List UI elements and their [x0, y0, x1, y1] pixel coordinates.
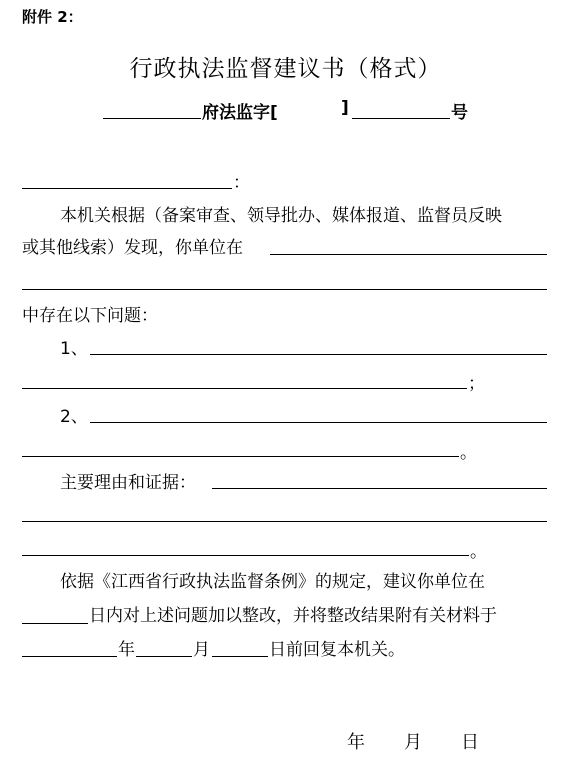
reply-year-blank [22, 656, 117, 657]
reasons-blank-1 [212, 488, 547, 489]
basis-line2: 日内对上述问题加以整改，并将整改结果附有关材料于 [89, 606, 497, 626]
addressee-blank [22, 188, 232, 189]
sign-day: 日 [461, 732, 479, 753]
item2-blank-1 [90, 422, 547, 423]
item1-blank-2 [22, 388, 467, 389]
reply-year-label: 年 [118, 640, 135, 660]
attachment-label: 附件 2： [22, 8, 83, 26]
doc-number-org: 府法监字[ [202, 103, 278, 123]
doc-number-bracket-close: ] [341, 98, 349, 118]
item1-end: ； [468, 374, 485, 394]
reply-day-suffix: 日前回复本机关。 [269, 640, 405, 660]
sign-year: 年 [347, 732, 365, 753]
problems-heading: 中存在以下问题： [22, 306, 158, 326]
item2-label: 2、 [60, 407, 88, 427]
basis-line1: 依据《江西省行政执法监督条例》的规定，建议你单位在 [60, 572, 485, 592]
item2-blank-2 [22, 456, 459, 457]
addressee-colon: ： [233, 173, 250, 193]
reply-month-blank [136, 656, 192, 657]
doc-number-blank-1 [103, 118, 201, 119]
item2-end: 。 [460, 443, 477, 463]
doc-number-blank-2 [352, 118, 450, 119]
reasons-label: 主要理由和证据： [60, 473, 196, 493]
sign-month: 月 [404, 732, 422, 753]
para1-blank-1 [270, 254, 547, 255]
item1-blank-1 [90, 354, 547, 355]
para1-blank-2 [22, 289, 547, 290]
reply-day-blank [212, 656, 268, 657]
para1-line2: 或其他线索）发现，你单位在 [22, 238, 243, 258]
reasons-end: 。 [470, 542, 487, 562]
days-blank [22, 623, 88, 624]
document-title: 行政执法监督建议书（格式） [129, 56, 442, 82]
item1-label: 1、 [60, 339, 88, 359]
doc-number-suffix: 号 [451, 103, 468, 123]
reasons-blank-2 [22, 521, 547, 522]
para1-line1: 本机关根据（备案审查、领导批办、媒体报道、监督员反映 [60, 206, 502, 226]
reasons-blank-3 [22, 555, 469, 556]
reply-month-label: 月 [193, 640, 210, 660]
